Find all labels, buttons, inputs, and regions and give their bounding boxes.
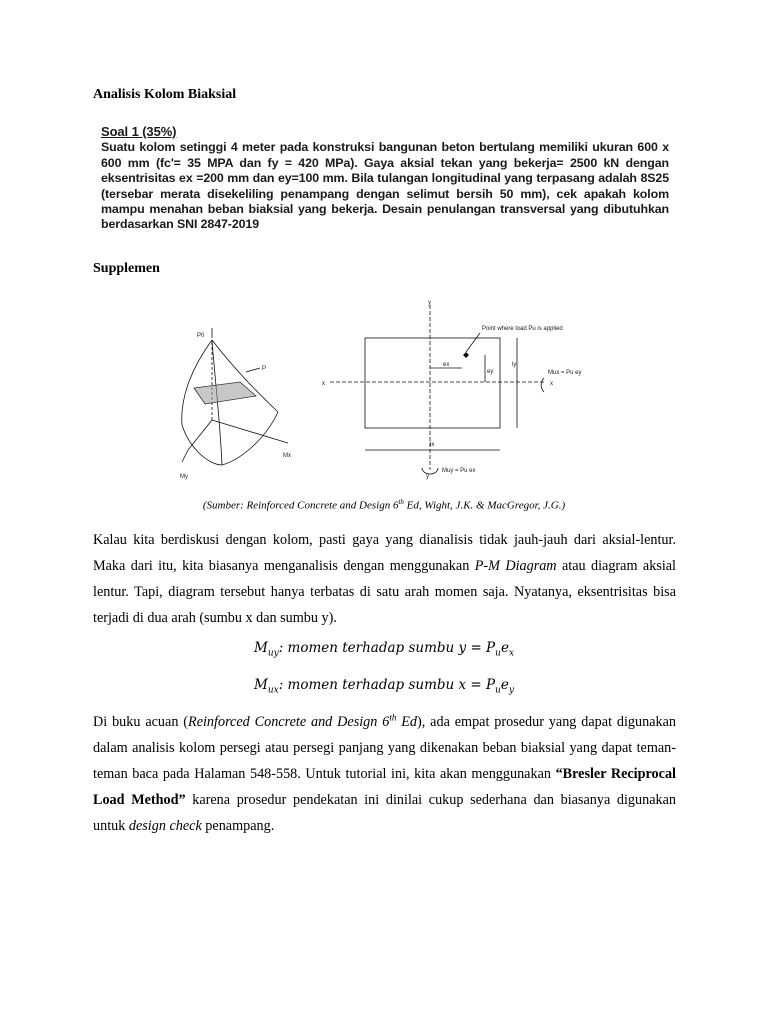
problem-statement-image xyxy=(101,124,669,233)
problem-body: Suatu kolom setinggi 4 meter pada konstruksi bangunan beton bertulang memiliki ukuran 600 x 600 mm (fc'= 35 MPA dan fy = 420 MPa). Gaya aksial tekan yang bekerja= 2500 kN dengan eksentrisitas ex =200 mm dan ey=100 mm. Bila tulangan longitudinal yang terpasang adalah 8S25 (tersebar merata disekeliling penampang dengan selimut bersih 50 mm), cek apakah kolom mampu menahan beban biaksial yang bekerja. Desain penulangan transversal yang dibutuhkan berdasarkan SNI 2847-2019 xyxy=(101,140,669,232)
eq1-m: M xyxy=(253,640,268,656)
label-point-note: Point where load Pu is applied xyxy=(482,326,563,332)
eq1-sub-u: u xyxy=(495,648,501,659)
figure-caption xyxy=(0,498,768,512)
load-point-marker xyxy=(463,352,469,358)
para2-italic-design-check: design check xyxy=(128,818,202,834)
label-my: My xyxy=(180,474,188,480)
column-section-rect xyxy=(365,338,500,428)
mux-moment-arc xyxy=(541,378,544,392)
label-x-left: x xyxy=(322,381,325,387)
para2-sup: th xyxy=(389,712,397,723)
eq2-text: : momen terhadap sumbu x = P xyxy=(278,677,496,693)
my-axis xyxy=(188,420,212,450)
section-heading-supplement: Supplemen xyxy=(93,261,160,276)
para1-text-2: atau diagram aksial lentur. Tapi, diagram tersebut hanya terbatas di satu arah momen saja. Nyatanya, eksentrisitas bisa terjadi di dua arah (sumbu x dan sumbu y). xyxy=(93,558,676,626)
equation-muy xyxy=(0,640,768,659)
label-mux: Mux = Pu ey xyxy=(548,370,582,376)
label-ey: ey xyxy=(487,369,494,375)
eq2-sub-y: y xyxy=(508,685,514,696)
label-muy: Muy = Pu ex xyxy=(442,468,476,474)
label-y-bottom: y xyxy=(426,474,429,480)
eq2-e: e xyxy=(500,677,509,693)
biaxial-column-figure xyxy=(160,300,620,490)
para1-italic-pm: P-M Diagram xyxy=(474,558,557,574)
caption-text-post: Ed, Wight, J.K. & MacGregor, J.G.) xyxy=(403,499,566,512)
label-ly: ly xyxy=(512,362,517,368)
label-y-top: y xyxy=(428,300,431,306)
eq1-sub-x: x xyxy=(508,648,515,659)
caption-text-pre: (Sumber: Reinforced Concrete and Design 6 xyxy=(202,499,399,512)
section-heading-analisis: Analisis Kolom Biaksial xyxy=(93,87,237,102)
equation-mux xyxy=(0,677,768,696)
para2-bold-bresler: “Bresler Reciprocal Load Method” xyxy=(93,766,676,808)
eq2-sub-u: u xyxy=(495,685,501,696)
label-x-right: x xyxy=(550,381,553,387)
eq1-e: e xyxy=(500,640,509,656)
point-leader xyxy=(466,333,480,352)
figure-svg xyxy=(160,300,620,490)
eq1-text: : momen terhadap sumbu y = P xyxy=(278,640,496,656)
caption-sup: th xyxy=(398,498,404,506)
interaction-surface-diagram xyxy=(182,328,288,465)
eq2-sub-ux: ux xyxy=(267,685,279,696)
label-p0: P0 xyxy=(197,333,205,339)
eq2-m: M xyxy=(253,677,268,693)
para1-text-1: Kalau kita berdiskusi dengan kolom, pasti gaya yang dianalisis tidak jauh-jauh dari aksial-lentur. Maka dari itu, kita biasanya menganalisis dengan menggunakan xyxy=(93,532,676,574)
para2-italic-ed: Ed xyxy=(396,714,418,730)
para2-text-4: penampang. xyxy=(201,818,275,834)
para2-text-2: ), ada empat prosedur yang dapat digunakan dalam analisis kolom persegi atau persegi panjang yang dikenakan beban biaksial yang dapat teman-teman baca pada Halaman 548-558. Untuk tutorial ini, kita akan menggunakan xyxy=(93,714,676,782)
label-mx: Mx xyxy=(283,453,291,459)
load-plane-hatched xyxy=(194,382,256,404)
para2-italic-book: Reinforced Concrete and Design 6 xyxy=(188,714,390,730)
label-ex: ex xyxy=(443,362,450,368)
label-lx: lx xyxy=(430,442,435,448)
para2-text-3: karena prosedur pendekatan ini dinilai cukup sederhana dan biasanya digunakan untuk xyxy=(93,792,676,834)
paragraph-method xyxy=(93,709,676,839)
mx-axis xyxy=(212,420,278,440)
para2-text-1: Di buku acuan ( xyxy=(93,714,189,730)
surface-base-curve xyxy=(182,412,278,465)
eq1-sub-uy: uy xyxy=(267,648,279,659)
label-p: P xyxy=(262,366,267,372)
my-axis-ext xyxy=(182,450,188,462)
mx-axis-ext xyxy=(278,440,288,443)
p-label-leader xyxy=(246,368,260,372)
problem-title: Soal 1 (35%) xyxy=(101,124,177,139)
paragraph-intro xyxy=(93,527,676,631)
surface-left-curve xyxy=(182,340,212,425)
